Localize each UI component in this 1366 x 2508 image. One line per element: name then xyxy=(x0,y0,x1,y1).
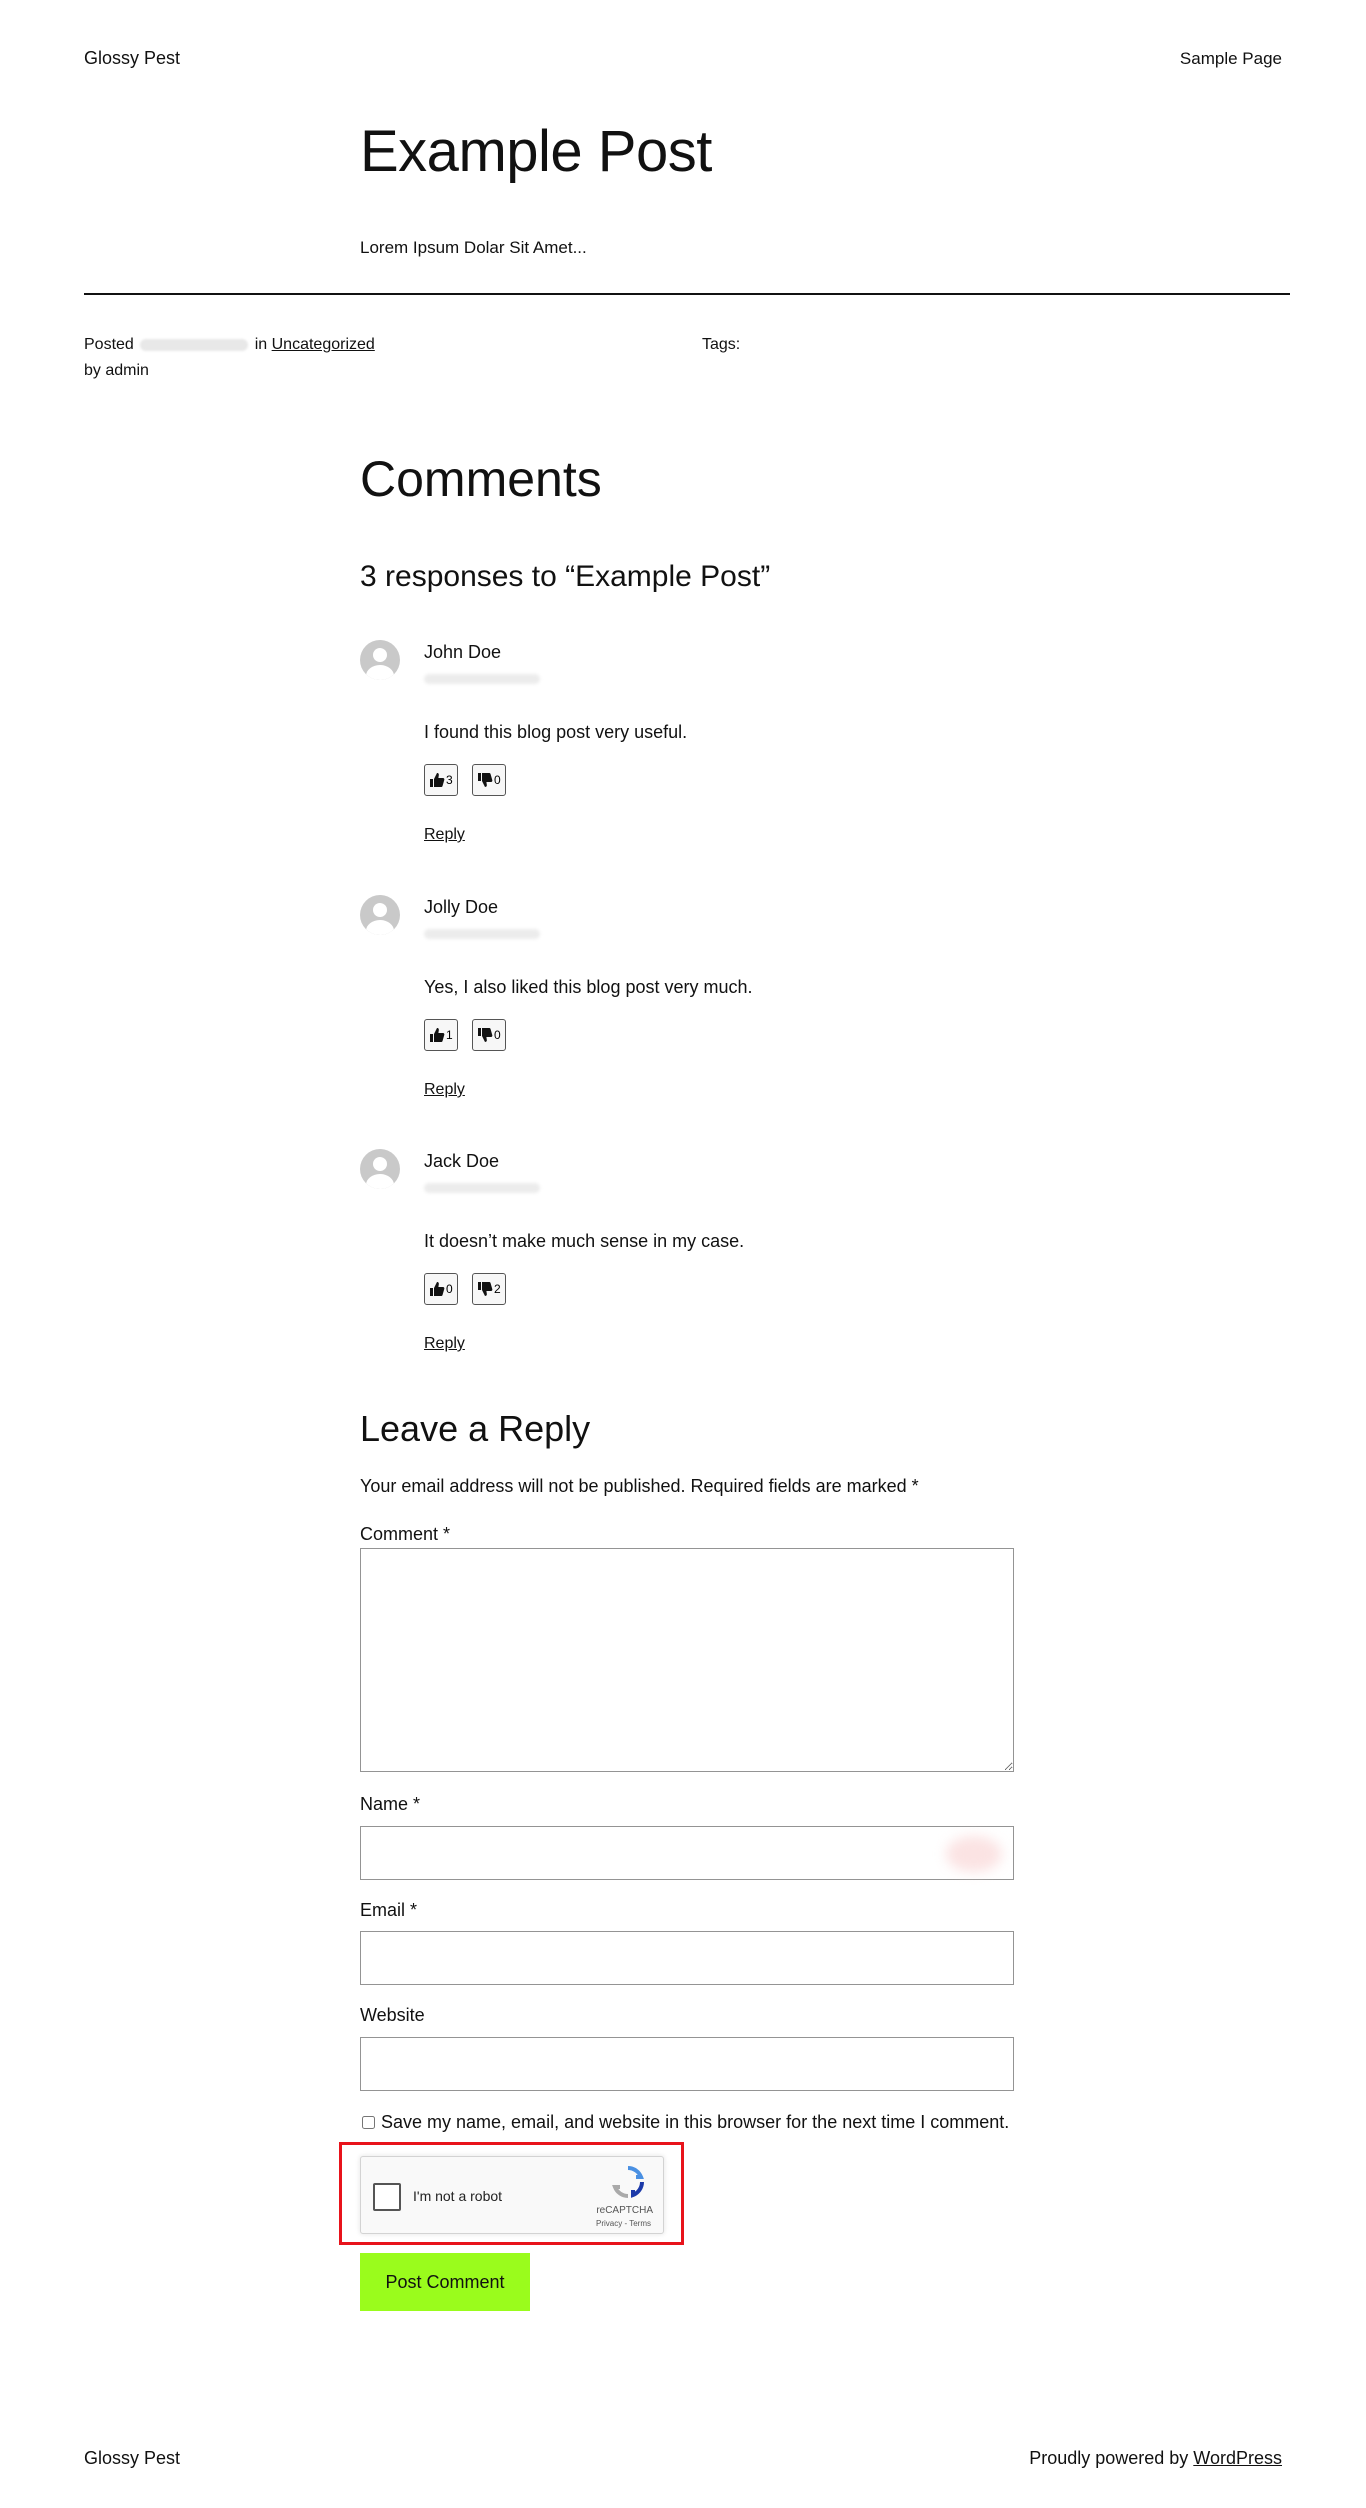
like-count: 1 xyxy=(446,1028,453,1042)
thumbs-up-icon xyxy=(429,1281,445,1297)
autofill-icon xyxy=(946,1836,1002,1872)
comment-text: It doesn’t make much sense in my case. xyxy=(424,1231,745,1251)
footer-credit xyxy=(1029,2448,1282,2469)
recaptcha-label: I'm not a robot xyxy=(413,2188,503,2204)
post-meta xyxy=(84,332,375,384)
footer-credit-prefix: Proudly powered by xyxy=(1029,2448,1189,2468)
avatar xyxy=(360,640,400,680)
tags-label: Tags: xyxy=(702,336,741,353)
comment-text: I found this blog post very useful. xyxy=(424,722,688,742)
save-info-checkbox[interactable] xyxy=(362,2116,375,2129)
post-comment-button[interactable]: Post Comment xyxy=(360,2253,530,2311)
thumbs-up-icon xyxy=(429,1027,445,1043)
dislike-count: 0 xyxy=(494,773,501,787)
email-label: Email * xyxy=(360,1900,418,1920)
save-info-row[interactable] xyxy=(362,2112,1009,2133)
recaptcha-checkbox[interactable] xyxy=(373,2183,401,2211)
site-title[interactable]: Glossy Pest xyxy=(84,48,181,68)
posted-date-redacted xyxy=(140,339,248,351)
thumbs-up-icon xyxy=(429,772,445,788)
comment-author: Jolly Doe xyxy=(424,897,499,917)
required-fields-note: Your email address will not be published. Required fields are marked * xyxy=(360,1476,919,1496)
posted-label: Posted xyxy=(84,336,134,353)
website-input[interactable] xyxy=(360,2037,1014,2091)
like-count: 3 xyxy=(446,773,453,787)
comment-date-redacted xyxy=(424,674,540,684)
reply-link[interactable]: Reply xyxy=(424,1335,465,1352)
recaptcha-logo-icon xyxy=(611,2165,645,2199)
thumbs-down-icon xyxy=(477,1027,493,1043)
comment-item xyxy=(360,1149,1020,1379)
comment-author: Jack Doe xyxy=(424,1151,500,1171)
leave-reply-heading: Leave a Reply xyxy=(360,1408,591,1449)
dislike-button[interactable] xyxy=(472,1273,506,1305)
like-button[interactable] xyxy=(424,764,458,796)
dislike-count: 0 xyxy=(494,1028,501,1042)
comment-textarea[interactable] xyxy=(360,1548,1014,1772)
name-input[interactable] xyxy=(360,1826,1014,1880)
comment-item xyxy=(360,895,1020,1125)
comment-item xyxy=(360,640,1020,870)
thumbs-down-icon xyxy=(477,1281,493,1297)
dislike-count: 2 xyxy=(494,1282,501,1296)
recaptcha-widget xyxy=(360,2156,664,2234)
dislike-button[interactable] xyxy=(472,1019,506,1051)
post-excerpt: Lorem Ipsum Dolar Sit Amet... xyxy=(360,238,587,257)
responses-title: 3 responses to “Example Post” xyxy=(360,560,771,593)
comment-author: John Doe xyxy=(424,642,502,662)
save-info-label: Save my name, email, and website in this browser for the next time I comment. xyxy=(381,2112,1010,2132)
email-input[interactable] xyxy=(360,1931,1014,1985)
like-button[interactable] xyxy=(424,1019,458,1051)
avatar xyxy=(360,895,400,935)
reply-link[interactable]: Reply xyxy=(424,826,465,843)
post-separator xyxy=(84,293,1290,295)
author-byline: by admin xyxy=(84,362,149,379)
comment-date-redacted xyxy=(424,1183,540,1193)
comments-heading: Comments xyxy=(360,451,602,507)
like-count: 0 xyxy=(446,1282,453,1296)
comment-label: Comment * xyxy=(360,1524,451,1544)
nav-link-sample-page[interactable]: Sample Page xyxy=(1179,49,1282,68)
like-button[interactable] xyxy=(424,1273,458,1305)
recaptcha-terms-link[interactable]: Privacy - Terms xyxy=(596,2219,651,2228)
category-link[interactable]: Uncategorized xyxy=(271,336,375,353)
post-title: Example Post xyxy=(360,119,712,184)
avatar xyxy=(360,1149,400,1189)
dislike-button[interactable] xyxy=(472,764,506,796)
recaptcha-brand: reCAPTCHA xyxy=(596,2205,653,2216)
comment-date-redacted xyxy=(424,929,540,939)
website-label: Website xyxy=(360,2005,425,2025)
comment-text: Yes, I also liked this blog post very much. xyxy=(424,977,753,997)
reply-link[interactable]: Reply xyxy=(424,1081,465,1098)
footer-site-title[interactable]: Glossy Pest xyxy=(84,2448,181,2468)
name-label: Name * xyxy=(360,1794,421,1814)
in-label: in xyxy=(254,336,268,353)
thumbs-down-icon xyxy=(477,772,493,788)
wordpress-link[interactable]: WordPress xyxy=(1193,2448,1282,2468)
